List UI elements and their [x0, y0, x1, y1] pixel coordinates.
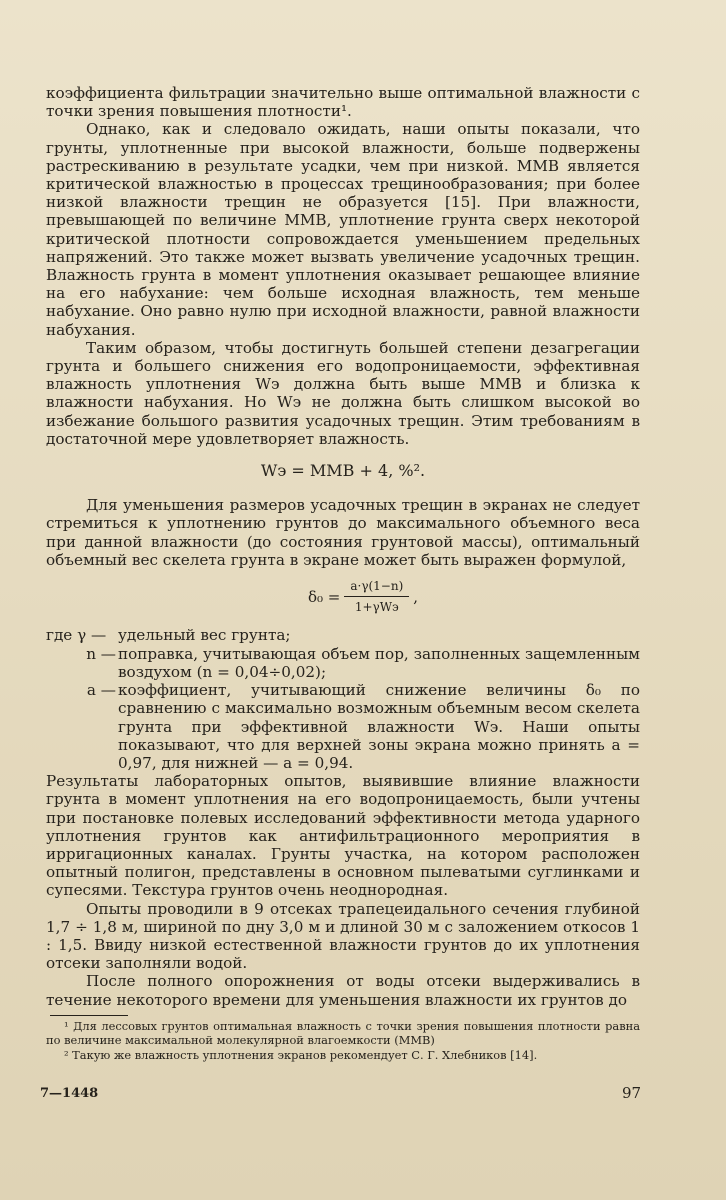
definition-symbol: n — [86, 644, 116, 663]
definition-symbol: a — [86, 681, 116, 700]
paragraph-experiments: Опыты проводили в 9 отсеках трапецеидального сечения глубиной 1,7 ÷ 1,8 м, шириной по дну 3,0 м и длиной 30 м с заложением откосов 1 : 1,5. Ввиду низкой естественной влажности грунтов до их уплотнения отсеки заполняли водой. [46, 899, 640, 973]
paragraph-drainage: После полного опорожнения от воды отсеки выдерживались в течение некоторого времени для уменьшения влажности их грунтов до [46, 972, 640, 1009]
page-number: 97 [622, 1084, 642, 1102]
printer-signature: 7—1448 [40, 1086, 99, 1101]
definition-text: удельный вес грунта; [118, 626, 291, 645]
formula-density [86, 577, 640, 616]
definition-text: коэффициент, учитывающий снижение величины δ₀ по сравнению с максимально возможным объемным весом скелета грунта при эффективной влажности Wэ. Наши опыты показывают, что для верхней зоны экрана можно принять a = 0,97, для нижней — a = 0,94. [118, 681, 640, 772]
definition-symbol: где γ — [46, 626, 107, 645]
footnote-divider [50, 1015, 128, 1016]
paragraph-continuation: коэффициента фильтрации значительно выше оптимальной влажности с точки зрения повышения плотности¹. [46, 84, 640, 121]
definition-n [46, 645, 640, 681]
definition-text: поправка, учитывающая объем пор, заполненных защемленным воздухом (n = 0,04÷0,02); [118, 644, 640, 681]
footnotes [46, 1019, 640, 1062]
footnote-1: ¹ Для лессовых грунтов оптимальная влажность с точки зрения повышения плотности равна по величине максимальной молекулярной влагоемкости (ММВ) [46, 1019, 640, 1048]
definitions-list [46, 626, 640, 772]
paragraph-cracking: Однако, как и следовало ожидать, наши опыты показали, что грунты, уплотненные при высокой влажности, больше подвержены растрескиванию в результате усадки, чем при низкой. ММВ является критической влажностью в процессах трещинообразования; при более низкой влажности трещин не образуется [15]. При влажности, превышающей по величине ММВ, уплотнение грунта сверх некоторой критической плотности сопровождается уменьшением предельных напряжений. Это также может вызвать увеличение усадочных трещин. Влажность грунта в момент уплотнения оказывает решающее влияние на его набухание: чем больше исходная влажность, тем меньше набухание. Оно равно нулю при исходной влажности, равной влажности набухания. [46, 120, 640, 339]
formula-lhs: δ₀ = [307, 587, 341, 606]
formula-fraction [344, 577, 409, 616]
definition-a [46, 681, 640, 772]
paragraph-effective-moisture: Таким образом, чтобы достигнуть большей степени дезагрегации грунта и большего снижения его водопроницаемости, эффективная влажность уплотнения Wэ должна быть выше ММВ и близка к влажности набухания. Но Wэ не должна быть слишком высокой во избежание большого развития усадочных трещин. Этим требованиям в достаточной мере удовлетворяет влажность. [46, 338, 640, 448]
footnote-2: ² Такую же влажность уплотнения экранов рекомендует С. Г. Хлебников [14]. [64, 1047, 538, 1062]
formula-effective-moisture: Wэ = ММВ + 4, %². [260, 461, 426, 481]
formula-denominator: 1+γWэ [354, 600, 399, 615]
formula-numerator: a·γ(1−n) [344, 577, 409, 597]
formula-tail: , [413, 587, 419, 606]
main-text [46, 84, 640, 1009]
paragraph-shrinkage: Для уменьшения размеров усадочных трещин в экранах не следует стремиться к уплотнению грунтов до максимального объемного веса при данной влажности (до состояния грунтовой массы), оптимальный объемный вес скелета грунта в экране может быть выражен формулой, [46, 496, 640, 569]
paragraph-results: Результаты лабораторных опытов, выявившие влияние влажности грунта в момент уплотнения на его водопроницаемость, были учтены при постановке полевых исследований эффективности метода ударного уплотнения грунтов как антифильтрационного мероприятия в ирригационных каналах. Грунты участка, на котором расположен опытный полигон, представлены в основном пылеватыми суглинками и супесями. Текстура грунтов очень неоднородная. [46, 772, 640, 900]
definition-gamma [46, 626, 640, 644]
